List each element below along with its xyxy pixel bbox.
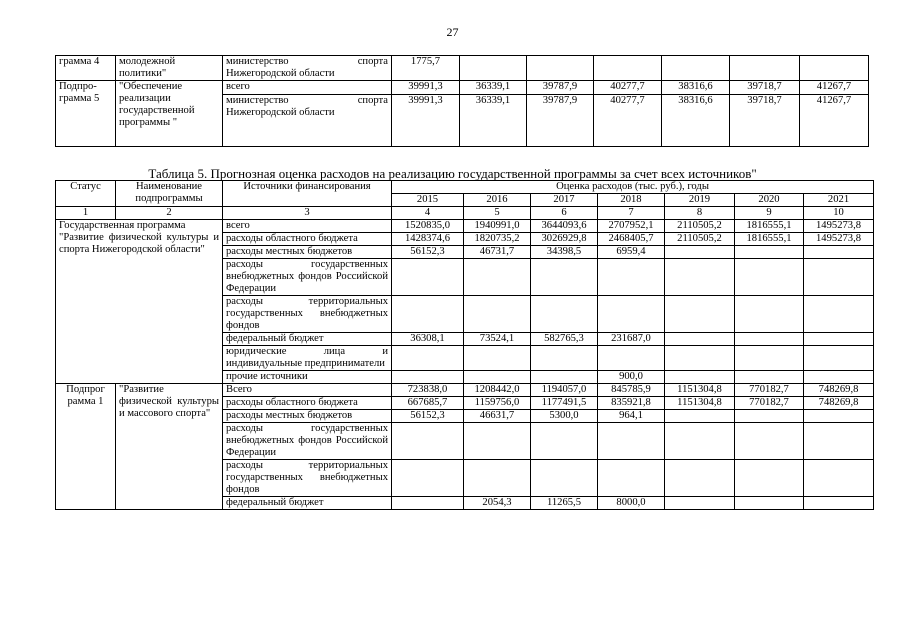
table-row: [56, 384, 874, 397]
year-header: 2018: [598, 194, 665, 207]
value-cell: 723838,0: [392, 384, 464, 397]
value-cell: 1775,7: [392, 56, 460, 81]
value-cell: 2054,3: [464, 497, 531, 510]
header-estimate: Оценка расходов (тыс. руб.), годы: [392, 181, 874, 194]
column-number: 8: [665, 207, 735, 220]
value-cell: [531, 346, 598, 371]
page-number: 27: [446, 25, 459, 39]
value-cell: [392, 497, 464, 510]
value-cell: 1520835,0: [392, 220, 464, 233]
value-cell: [598, 460, 665, 497]
value-cell: 770182,7: [735, 397, 804, 410]
year-header: 2021: [804, 194, 874, 207]
value-cell: [730, 56, 800, 81]
value-cell: [392, 423, 464, 460]
value-cell: [804, 259, 874, 296]
value-cell: [804, 246, 874, 259]
year-header: 2017: [531, 194, 598, 207]
value-cell: [598, 259, 665, 296]
value-cell: [735, 460, 804, 497]
header-numbers-row: [56, 207, 874, 220]
value-cell: [665, 296, 735, 333]
value-cell: 748269,8: [804, 384, 874, 397]
value-cell: 39787,9: [527, 81, 594, 95]
source-cell: расходы государственных внебюджетных фондов Российской Федерации: [223, 259, 392, 296]
value-cell: [531, 259, 598, 296]
value-cell: 56152,3: [392, 410, 464, 423]
value-cell: 1428374,6: [392, 233, 464, 246]
value-cell: [464, 296, 531, 333]
value-cell: 1816555,1: [735, 233, 804, 246]
value-cell: 34398,5: [531, 246, 598, 259]
table-row: [56, 81, 869, 95]
value-cell: 1194057,0: [531, 384, 598, 397]
source-cell: расходы территориальных государственных внебюджетных фондов: [223, 460, 392, 497]
value-cell: 748269,8: [804, 397, 874, 410]
value-cell: 56152,3: [392, 246, 464, 259]
value-cell: [598, 346, 665, 371]
value-cell: [531, 371, 598, 384]
value-cell: [460, 56, 527, 81]
value-cell: 46731,7: [464, 246, 531, 259]
value-cell: [804, 333, 874, 346]
year-header: 2016: [464, 194, 531, 207]
source-cell: расходы областного бюджета: [223, 233, 392, 246]
value-cell: [735, 410, 804, 423]
value-cell: [392, 259, 464, 296]
value-cell: [392, 460, 464, 497]
value-cell: 41267,7: [800, 95, 869, 147]
column-number: 1: [56, 207, 116, 220]
value-cell: [804, 346, 874, 371]
value-cell: 39718,7: [730, 81, 800, 95]
value-cell: 40277,7: [594, 95, 662, 147]
value-cell: 1177491,5: [531, 397, 598, 410]
value-cell: [527, 56, 594, 81]
value-cell: 39991,3: [392, 81, 460, 95]
value-cell: [598, 296, 665, 333]
value-cell: 6959,4: [598, 246, 665, 259]
value-cell: 3644093,6: [531, 220, 598, 233]
value-cell: [665, 346, 735, 371]
source-cell: федеральный бюджет: [223, 333, 392, 346]
column-number: 7: [598, 207, 665, 220]
source-line: министерство спорта: [226, 56, 388, 67]
source-cell: расходы областного бюджета: [223, 397, 392, 410]
value-cell: [735, 497, 804, 510]
value-cell: [392, 296, 464, 333]
value-cell: 1151304,8: [665, 397, 735, 410]
year-header: 2020: [735, 194, 804, 207]
column-number: 6: [531, 207, 598, 220]
subprogram-status-cell: Подпрог рамма 1: [56, 384, 116, 510]
table-row: [56, 56, 869, 81]
source-cell: [223, 56, 392, 81]
value-cell: [665, 423, 735, 460]
source-line: Нижегородской области: [226, 68, 335, 79]
column-number: 3: [223, 207, 392, 220]
value-cell: [735, 246, 804, 259]
value-cell: [464, 346, 531, 371]
source-line: министерство спорта: [226, 95, 388, 106]
value-cell: [598, 423, 665, 460]
value-cell: [665, 410, 735, 423]
value-cell: [464, 371, 531, 384]
value-cell: 5300,0: [531, 410, 598, 423]
value-cell: 582765,3: [531, 333, 598, 346]
source-cell: [223, 81, 392, 95]
value-cell: [735, 259, 804, 296]
value-cell: 231687,0: [598, 333, 665, 346]
value-cell: [735, 333, 804, 346]
value-cell: [804, 460, 874, 497]
column-number: 5: [464, 207, 531, 220]
value-cell: [531, 460, 598, 497]
value-cell: [531, 423, 598, 460]
program-status-cell: [56, 220, 223, 384]
source-cell: федеральный бюджет: [223, 497, 392, 510]
value-cell: 1816555,1: [735, 220, 804, 233]
source-line: всего: [226, 81, 250, 92]
value-cell: 38316,6: [662, 81, 730, 95]
source-cell: [223, 95, 392, 147]
program-cell: Подпро- грамма 5: [56, 81, 116, 147]
value-cell: 667685,7: [392, 397, 464, 410]
value-cell: 1940991,0: [464, 220, 531, 233]
value-cell: 2110505,2: [665, 233, 735, 246]
column-number: 10: [804, 207, 874, 220]
value-cell: 2110505,2: [665, 220, 735, 233]
value-cell: 39718,7: [730, 95, 800, 147]
value-cell: 39991,3: [392, 95, 460, 147]
value-cell: [804, 423, 874, 460]
value-cell: 8000,0: [598, 497, 665, 510]
value-cell: [735, 296, 804, 333]
source-cell: всего: [223, 220, 392, 233]
value-cell: 36339,1: [460, 95, 527, 147]
year-header: 2019: [665, 194, 735, 207]
value-cell: 39787,9: [527, 95, 594, 147]
subprogram-name-cell: "Развитие физической культуры и массового спорта": [116, 384, 223, 510]
table-caption: Таблица 5. Прогнозная оценка расходов на реализацию государственной программы за счет всех источников": [148, 166, 757, 181]
value-cell: [392, 371, 464, 384]
value-cell: 770182,7: [735, 384, 804, 397]
value-cell: 845785,9: [598, 384, 665, 397]
value-cell: [735, 371, 804, 384]
source-cell: расходы местных бюджетов: [223, 246, 392, 259]
table-row: [56, 220, 874, 233]
value-cell: [665, 371, 735, 384]
value-cell: [735, 346, 804, 371]
value-cell: 2468405,7: [598, 233, 665, 246]
program-name-text: "Развитие физической культуры и спорта Нижегородской области": [59, 232, 219, 255]
program-status-title: Государственная программа: [59, 220, 186, 231]
source-cell: прочие источники: [223, 371, 392, 384]
value-cell: [804, 371, 874, 384]
source-line: Нижегородской области: [226, 107, 335, 118]
value-cell: [392, 346, 464, 371]
value-cell: [665, 259, 735, 296]
source-cell: расходы территориальных государственных внебюджетных фондов: [223, 296, 392, 333]
value-cell: 1495273,8: [804, 233, 874, 246]
value-cell: [804, 410, 874, 423]
value-cell: 1495273,8: [804, 220, 874, 233]
year-header: 2015: [392, 194, 464, 207]
value-cell: 900,0: [598, 371, 665, 384]
column-number: 9: [735, 207, 804, 220]
value-cell: [594, 56, 662, 81]
value-cell: [665, 333, 735, 346]
value-cell: [800, 56, 869, 81]
source-cell: расходы местных бюджетов: [223, 410, 392, 423]
header-status: Статус: [56, 181, 116, 207]
value-cell: 1159756,0: [464, 397, 531, 410]
value-cell: 1820735,2: [464, 233, 531, 246]
value-cell: 38316,6: [662, 95, 730, 147]
program-name-cell: молодежной политики": [116, 56, 223, 81]
value-cell: [531, 296, 598, 333]
value-cell: [464, 259, 531, 296]
value-cell: 36308,1: [392, 333, 464, 346]
value-cell: 40277,7: [594, 81, 662, 95]
value-cell: 46631,7: [464, 410, 531, 423]
header-row-1: [56, 181, 874, 194]
value-cell: 964,1: [598, 410, 665, 423]
value-cell: 3026929,8: [531, 233, 598, 246]
value-cell: [464, 423, 531, 460]
expenditure-forecast-table: [55, 180, 874, 510]
program-name-cell: "Обеспечение реализации государственной программы ": [116, 81, 223, 147]
value-cell: [665, 246, 735, 259]
column-number: 4: [392, 207, 464, 220]
value-cell: [804, 497, 874, 510]
source-cell: расходы государственных внебюджетных фондов Российской Федерации: [223, 423, 392, 460]
value-cell: 835921,8: [598, 397, 665, 410]
value-cell: 73524,1: [464, 333, 531, 346]
value-cell: 36339,1: [460, 81, 527, 95]
value-cell: [735, 423, 804, 460]
source-cell: юридические лица и индивидуальные предприниматели: [223, 346, 392, 371]
value-cell: 1208442,0: [464, 384, 531, 397]
column-number: 2: [116, 207, 223, 220]
header-sources: Источники финансирования: [223, 181, 392, 207]
header-name: Наименование подпрограммы: [116, 181, 223, 207]
value-cell: 1151304,8: [665, 384, 735, 397]
value-cell: [665, 460, 735, 497]
program-cell: грамма 4: [56, 56, 116, 81]
continuation-table: [55, 55, 869, 147]
value-cell: 2707952,1: [598, 220, 665, 233]
value-cell: [665, 497, 735, 510]
value-cell: [662, 56, 730, 81]
value-cell: 41267,7: [800, 81, 869, 95]
value-cell: [804, 296, 874, 333]
source-cell: Всего: [223, 384, 392, 397]
value-cell: 11265,5: [531, 497, 598, 510]
value-cell: [464, 460, 531, 497]
